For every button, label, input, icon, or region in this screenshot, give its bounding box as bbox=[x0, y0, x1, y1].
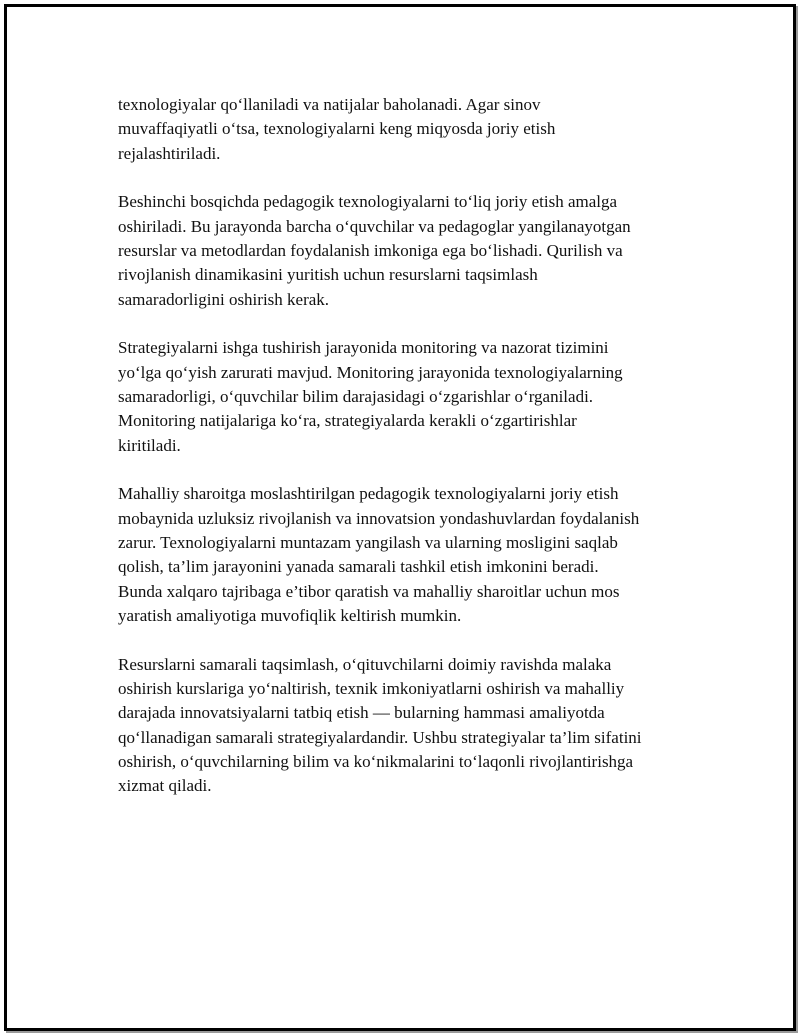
text-line: zarur. Texnologiyalarni muntazam yangilash va ularning mosligini saqlab bbox=[118, 532, 618, 552]
paragraph-2 bbox=[118, 190, 693, 311]
text-line: yo‘lga qo‘yish zarurati mavjud. Monitoring jarayonida texnologiyalarning bbox=[118, 362, 623, 382]
text-line: rejalashtiriladi. bbox=[118, 143, 221, 163]
text-line: kiritiladi. bbox=[118, 435, 181, 455]
text-line: rivojlanish dinamikasini yuritish uchun resurslarni taqsimlash bbox=[118, 265, 538, 285]
text-line: Strategiyalarni ishga tushirish jarayonida monitoring va nazorat tizimini bbox=[118, 338, 609, 358]
text-line: darajada innovatsiyalarni tatbiq etish — bularning hammasi amaliyotda bbox=[118, 703, 605, 723]
paragraph-1 bbox=[118, 93, 693, 166]
text-line: resurslar va metodlardan foydalanish imkoniga ega bo‘lishadi. Qurilish va bbox=[118, 240, 623, 260]
text-line: oshiriladi. Bu jarayonda barcha o‘quvchilar va pedagoglar yangilanayotgan bbox=[118, 216, 631, 236]
text-line: Bunda xalqaro tajribaga e’tibor qaratish va mahalliy sharoitlar uchun mos bbox=[118, 581, 620, 601]
text-line: qo‘llanadigan samarali strategiyalardandir. Ushbu strategiyalar ta’lim sifatini bbox=[118, 727, 642, 747]
text-line: mobaynida uzluksiz rivojlanish va innovatsion yondashuvlardan foydalanish bbox=[118, 508, 640, 528]
text-line: Monitoring natijalariga ko‘ra, strategiyalarda kerakli o‘zgartirishlar bbox=[118, 411, 577, 431]
text-line: yaratish amaliyotiga muvofiqlik keltirish mumkin. bbox=[118, 605, 462, 625]
text-line: samaradorligi, o‘quvchilar bilim darajasidagi o‘zgarishlar o‘rganiladi. bbox=[118, 386, 594, 406]
text-line: muvaffaqiyatli o‘tsa, texnologiyalarni keng miqyosda joriy etish bbox=[118, 119, 556, 139]
text-line: qolish, ta’lim jarayonini yanada samarali tashkil etish imkonini beradi. bbox=[118, 557, 599, 577]
document-body bbox=[118, 93, 693, 823]
text-line: samaradorligini oshirish kerak. bbox=[118, 289, 330, 309]
paragraph-3 bbox=[118, 336, 693, 457]
text-line: Resurslarni samarali taqsimlash, o‘qituvchilarni doimiy ravishda malaka bbox=[118, 654, 612, 674]
text-line: Beshinchi bosqichda pedagogik texnologiyalarni to‘liq joriy etish amalga bbox=[118, 192, 618, 212]
text-line: xizmat qiladi. bbox=[118, 776, 212, 796]
text-line: oshirish, o‘quvchilarning bilim va ko‘nikmalarini to‘laqonli rivojlantirishga bbox=[118, 751, 634, 771]
paragraph-4 bbox=[118, 482, 693, 628]
text-line: oshirish kurslariga yo‘naltirish, texnik imkoniyatlarni oshirish va mahalliy bbox=[118, 678, 625, 698]
paragraph-5 bbox=[118, 653, 693, 799]
text-line: Mahalliy sharoitga moslashtirilgan pedagogik texnologiyalarni joriy etish bbox=[118, 484, 619, 504]
text-line: texnologiyalar qo‘llaniladi va natijalar baholanadi. Agar sinov bbox=[118, 95, 541, 114]
